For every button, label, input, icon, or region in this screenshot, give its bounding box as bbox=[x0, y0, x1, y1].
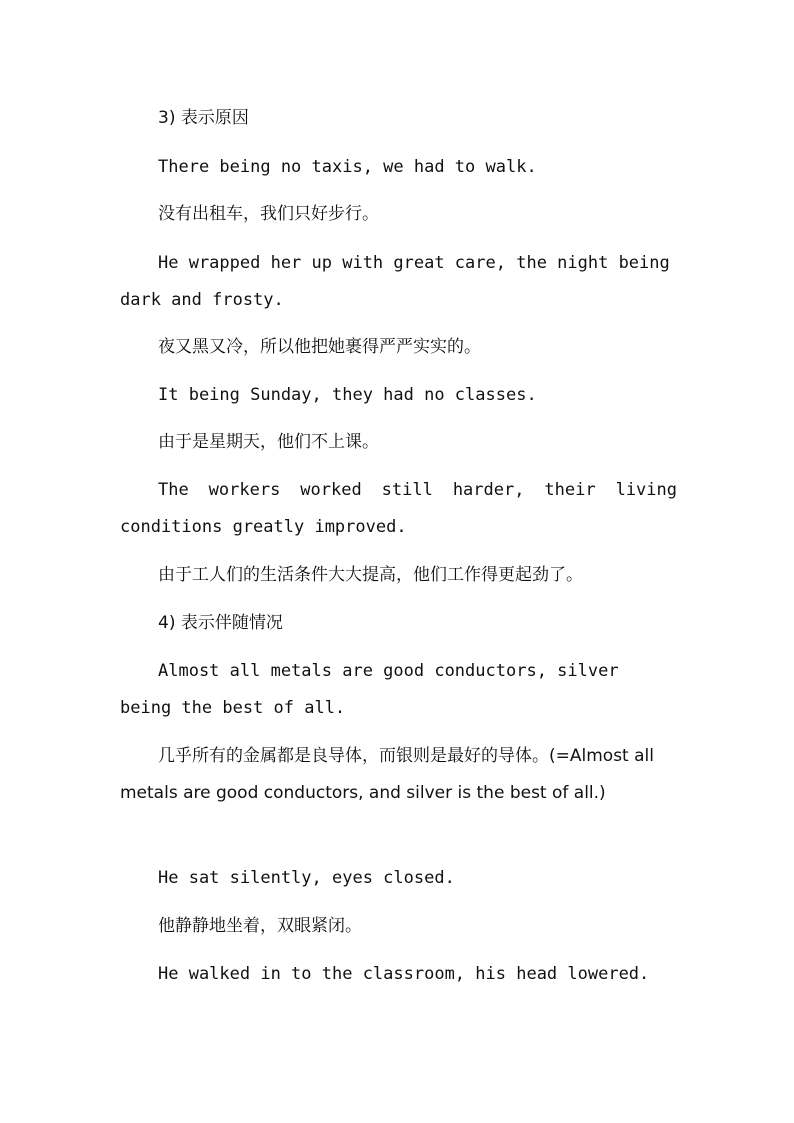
example-sentence-cn: 由于是星期天，他们不上课。 bbox=[158, 432, 379, 452]
example-sentence-en: He walked in to the classroom, his head lowered. bbox=[158, 964, 650, 984]
section-heading-accompaniment: 4) 表示伴随情况 bbox=[158, 613, 283, 633]
example-sentence-cn: 由于工人们的生活条件大大提高，他们工作得更起劲了。 bbox=[158, 565, 583, 585]
example-sentence-en: There being no taxis, we had to walk. bbox=[158, 157, 537, 177]
example-sentence-cn: 他静静地坐着，双眼紧闭。 bbox=[158, 916, 362, 936]
example-sentence-en: The workers worked still harder, their living conditions greatly improved. bbox=[120, 480, 677, 537]
section-heading-reason: 3) 表示原因 bbox=[158, 108, 249, 128]
example-sentence-en: It being Sunday, they had no classes. bbox=[158, 385, 537, 405]
example-sentence-cn: 几乎所有的金属都是良导体，而银则是最好的导体。(=Almost all metals are good conductors, and silver is the best of all.) bbox=[120, 746, 654, 803]
example-sentence-cn: 没有出租车，我们只好步行。 bbox=[158, 204, 379, 224]
example-sentence-en: He wrapped her up with great care, the night being dark and frosty. bbox=[120, 253, 670, 310]
example-sentence-cn: 夜又黑又冷，所以他把她裹得严严实实的。 bbox=[158, 337, 481, 357]
example-sentence-en: He sat silently, eyes closed. bbox=[158, 868, 455, 888]
example-sentence-en: Almost all metals are good conductors, silver being the best of all. bbox=[120, 661, 619, 718]
